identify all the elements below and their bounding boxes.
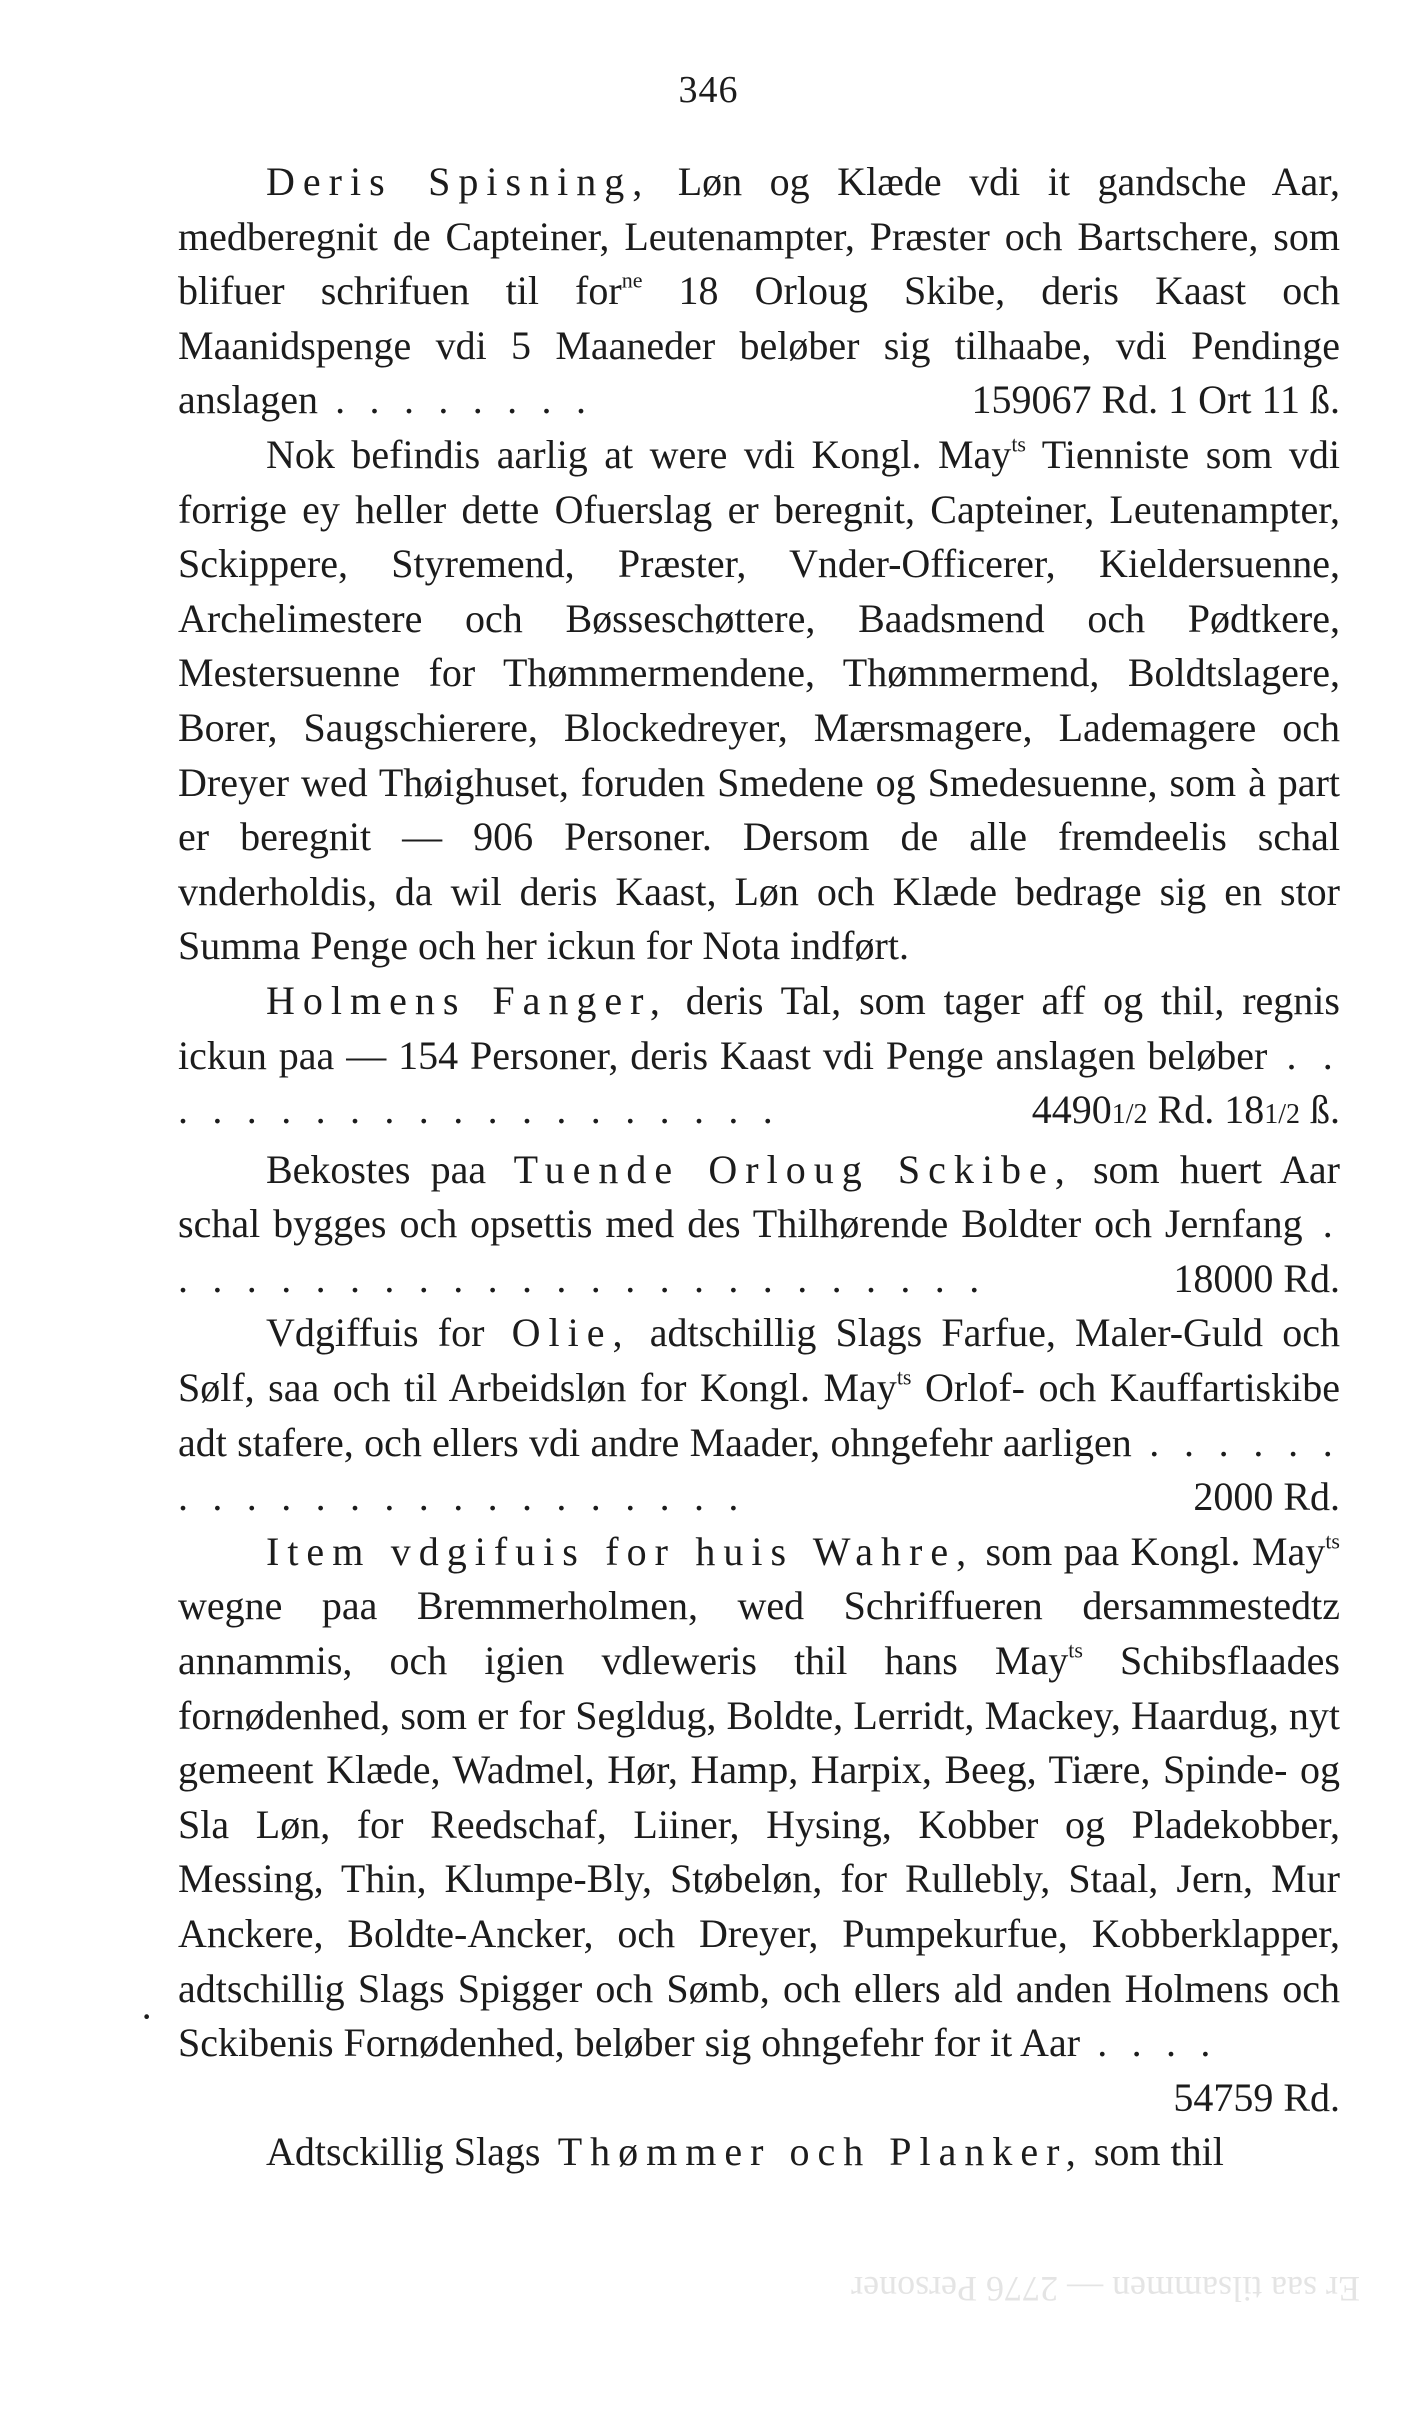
paragraph-text: Adtsckillig Slags	[266, 2129, 541, 2175]
paragraph-text: Schibsflaades fornødenhed, som er for Segldug, Boldte, Lerridt, Mackey, Haardug, nyt gemeent Klæde, Wadmel, Hør, Hamp, Harpix, Beeg, Tiære, Spinde- og Sla Løn, for Reedschaf, Liiner, Hysing, Kobber og Pladekobber, Messing, Thin, Klumpe-Bly, Støbeløn, for Rullebly, Staal, Jern, Mur Anckere, Boldte-Ancker, och Dreyer, Pumpekurfue, Kobberklapper, adtschillig Slags Spigger och Sømb, och ellers ald anden Holmens och Sckibenis Fornødenhed, beløber sig ohngefehr for it Aar	[178, 1638, 1340, 2066]
leader-dots: . . . . . . . . . . . . . . . . . . . .	[178, 1032, 1340, 1133]
paragraph-text: som paa Kongl. May	[974, 1528, 1326, 1574]
page-number: 346	[678, 69, 739, 111]
paragraph-wahre	[178, 1525, 1340, 2120]
paragraph-text: Orlof- och Kauffartiskibe adt stafere, och ellers vdi andre Maader, ohngefehr aarligen	[178, 1365, 1340, 1465]
paragraph-text: wegne paa Bremmerholmen, wed Schriffueren dersammestedtz annammis, och igien vdleweris thil hans May	[178, 1583, 1340, 1684]
paragraph-text: som huert Aar schal bygges och opsettis med des Thilhørende Boldter och Jernfang	[178, 1146, 1340, 1247]
paragraph-text: Bekostes paa	[266, 1146, 487, 1192]
leader-dots: . . . . . . . .	[317, 377, 594, 423]
amount-fraction: 1/2	[1111, 1099, 1148, 1131]
lead-phrase: Item vdgifuis for huis Wahre,	[266, 1528, 975, 1574]
superscript: ts	[1011, 431, 1026, 457]
paragraph-text: som thil	[1083, 2129, 1224, 2175]
superscript: ts	[896, 1364, 912, 1390]
amount: 2000 Rd.	[1193, 1474, 1340, 1520]
amount: 18000 Rd.	[1173, 1255, 1340, 1301]
amount: 159067 Rd. 1 Ort 11 ß.	[971, 377, 1340, 423]
lead-phrase: Olie,	[484, 1310, 631, 1356]
amount: 54759 Rd.	[1173, 2074, 1340, 2120]
leader-dots: . . . . . . . . . . . . . . . . . . . . . . .	[178, 1419, 1340, 1520]
show-through-text: Er saa tilsammen — 2776 Personer	[851, 2269, 1360, 2309]
paragraph-text: adtschillig Slags Farfue, Maler-Guld och Sølf, saa och til Arbeidsløn for Kongl. May	[178, 1310, 1340, 1411]
lead-phrase: Thømmer och Planker,	[540, 2129, 1084, 2175]
lead-phrase: Tuende Orloug Sckibe,	[486, 1146, 1073, 1192]
paragraph-text: Tienniste som vdi forrige ey heller dette Ofuerslag er beregnit, Capteiner, Leutenampter, Sckippere, Styremend, Præster, Vnder-Officerer, Kieldersuenne, Archelimestere och Bøsseschøttere, Baadsmend och Pødtkere, Mestersuenne for Thømmermendene, Thømmermend, Boldtslagere, Borer, Saugschierere, Blockedreyer, Mærsmagere, Lademagere och Dreyer wed Thøighuset, foruden Smedene og Smedesuenne, som à part er beregnit — 906 Personer. Dersom de alle fremdeelis schal vnderholdis, da wil deris Kaast, Løn och Klæde bedrage sig en stor Summa Penge och her ickun for Nota indført.	[178, 431, 1341, 969]
amount-mid: Rd. 18	[1147, 1087, 1265, 1133]
paragraph-text: Nok befindis aarlig at were vdi Kongl. May	[266, 431, 1012, 477]
paragraph-orloug-sckibe	[178, 1143, 1340, 1307]
margin-mark: ·	[140, 1994, 154, 2039]
paragraph-fanger	[178, 974, 1340, 1138]
amount-fraction: 1/2	[1264, 1099, 1300, 1131]
paragraph-text: Løn og Klæde vdi it gandsche Aar, medberegnit de Capteiner, Leutenampter, Præster och Bartschere, som blifuer schrifuen til for	[178, 159, 1340, 314]
superscript: ne	[621, 267, 643, 293]
body-text	[178, 155, 1340, 2180]
lead-phrase: Deris Spisning,	[266, 159, 651, 204]
paragraph-tienniste	[178, 428, 1340, 974]
paragraph-text: Vdgiffuis for	[266, 1310, 485, 1356]
paragraph-spisning	[178, 155, 1340, 428]
superscript: ts	[1325, 1528, 1340, 1554]
amount-main: 4490	[1031, 1087, 1112, 1133]
leader-dots: . . . .	[1080, 2020, 1218, 2066]
lead-phrase: Holmens Fanger,	[266, 977, 668, 1023]
paragraph-text: deris Tal, som tager aff og thil, regnis ickun paa — 154 Personer, deris Kaast vdi Penge anslagen beløber	[178, 977, 1340, 1078]
amount	[944, 1083, 1340, 1143]
paragraph-olie	[178, 1306, 1340, 1524]
amount-end: ß.	[1300, 1087, 1340, 1133]
paragraph-text: 18 Orloug Skibe, deris Kaast och Maanidspenge vdi 5 Maaneder beløber sig tilhaabe, vdi Pendinge anslagen	[178, 268, 1341, 423]
paragraph-thommer	[178, 2125, 1340, 2180]
superscript: ts	[1068, 1637, 1083, 1663]
leader-dots: . . . . . . . . . . . . . . . . . . . . . . . . .	[178, 1201, 1340, 1301]
